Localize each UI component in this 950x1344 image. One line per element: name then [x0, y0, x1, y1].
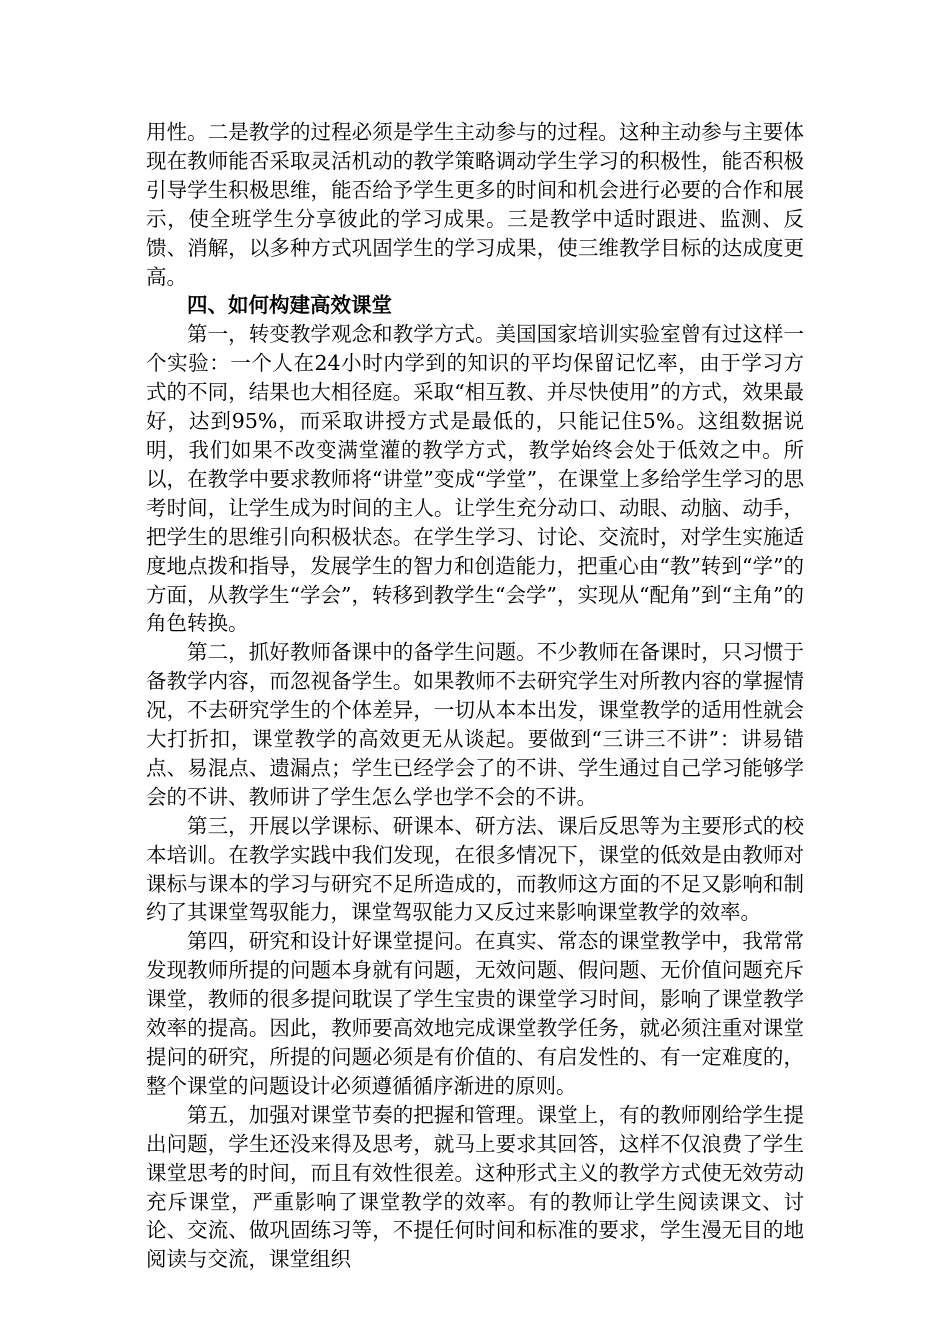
paragraph-third: 第三，开展以学课标、研课本、研方法、课后反思等为主要形式的校本培训。在教学实践中我们发现，在很多情况下，课堂的低效是由教师对课标与课本的学习与研究不足所造成的，而教师这方面的不足又影响和制约了其课堂驾驭能力，课堂驾驭能力又反过来影响课堂教学的效率。 [146, 813, 804, 925]
paragraph-fifth: 第五，加强对课堂节奏的把握和管理。课堂上，有的教师刚给学生提出问题，学生还没来得及思考，就马上要求其回答，这样不仅浪费了学生课堂思考的时间，而且有效性很差。这种形式主义的教学方式使无效劳动充斥课堂，严重影响了课堂教学的效率。有的教师让学生阅读课文、讨论、交流、做巩固练习等，不提任何时间和标准的要求，学生漫无目的地阅读与交流，课堂组织 [146, 1102, 804, 1272]
paragraph-second: 第二，抓好教师备课中的备学生问题。不少教师在备课时，只习惯于备教学内容，而忽视备学生。如果教师不去研究学生对所教内容的掌握情况，不去研究学生的个体差异，一切从本本出发，课堂教学的适用性就会大打折扣，课堂教学的高效更无从谈起。要做到“三讲三不讲”：讲易错点、易混点、遗漏点；学生已经学会了的不讲、学生通过自己学习能够学会的不讲、教师讲了学生怎么学也学不会的不讲。 [146, 640, 804, 809]
paragraph-continued: 用性。二是教学的过程必须是学生主动参与的过程。这种主动参与主要体现在教师能否采取灵活机动的教学策略调动学生学习的积极性，能否积极引导学生积极思维，能否给予学生更多的时间和机会进行必要的合作和展示，使全班学生分享彼此的学习成果。三是教学中适时跟进、监测、反馈、消解，以多种方式巩固学生的学习成果，使三维教学目标的达成度更高。 [146, 120, 804, 289]
section-heading: 四、如何构建高效课堂 [187, 293, 392, 318]
paragraph-fourth: 第四，研究和设计好课堂提问。在真实、常态的课堂教学中，我常常发现教师所提的问题本身就有问题，无效问题、假问题、无价值问题充斥课堂，教师的很多提问耽误了学生宝贵的课堂学习时间，影响了课堂教学效率的提高。因此，教师要高效地完成课堂教学任务，就必须注重对课堂提问的研究，所提的问题必须是有价值的、有启发性的、有一定难度的，整个课堂的问题设计必须遵循循序渐进的原则。 [146, 929, 804, 1098]
document-page [146, 118, 804, 1274]
paragraph-first: 第一，转变教学观念和教学方式。美国国家培训实验室曾有过这样一个实验：一个人在24小时内学到的知识的平均保留记忆率，由于学习方式的不同，结果也大相径庭。采取“相互教、并尽快使用”的方式，效果最好，达到95%，而采取讲授方式是最低的，只能记住5%。这组数据说明，我们如果不改变满堂灌的教学方式，教学始终会处于低效之中。所以，在教学中要求教师将“讲堂”变成“学堂”，在课堂上多给学生学习的思考时间，让学生成为时间的主人。让学生充分动口、动眼、动脑、动手，把学生的思维引向积极状态。在学生学习、讨论、交流时，对学生实施适度地点拨和指导，发展学生的智力和创造能力，把重心由“教”转到“学”的方面，从教学生“学会”，转移到教学生“会学”，实现从“配角”到“主角”的角色转换。 [146, 322, 804, 636]
